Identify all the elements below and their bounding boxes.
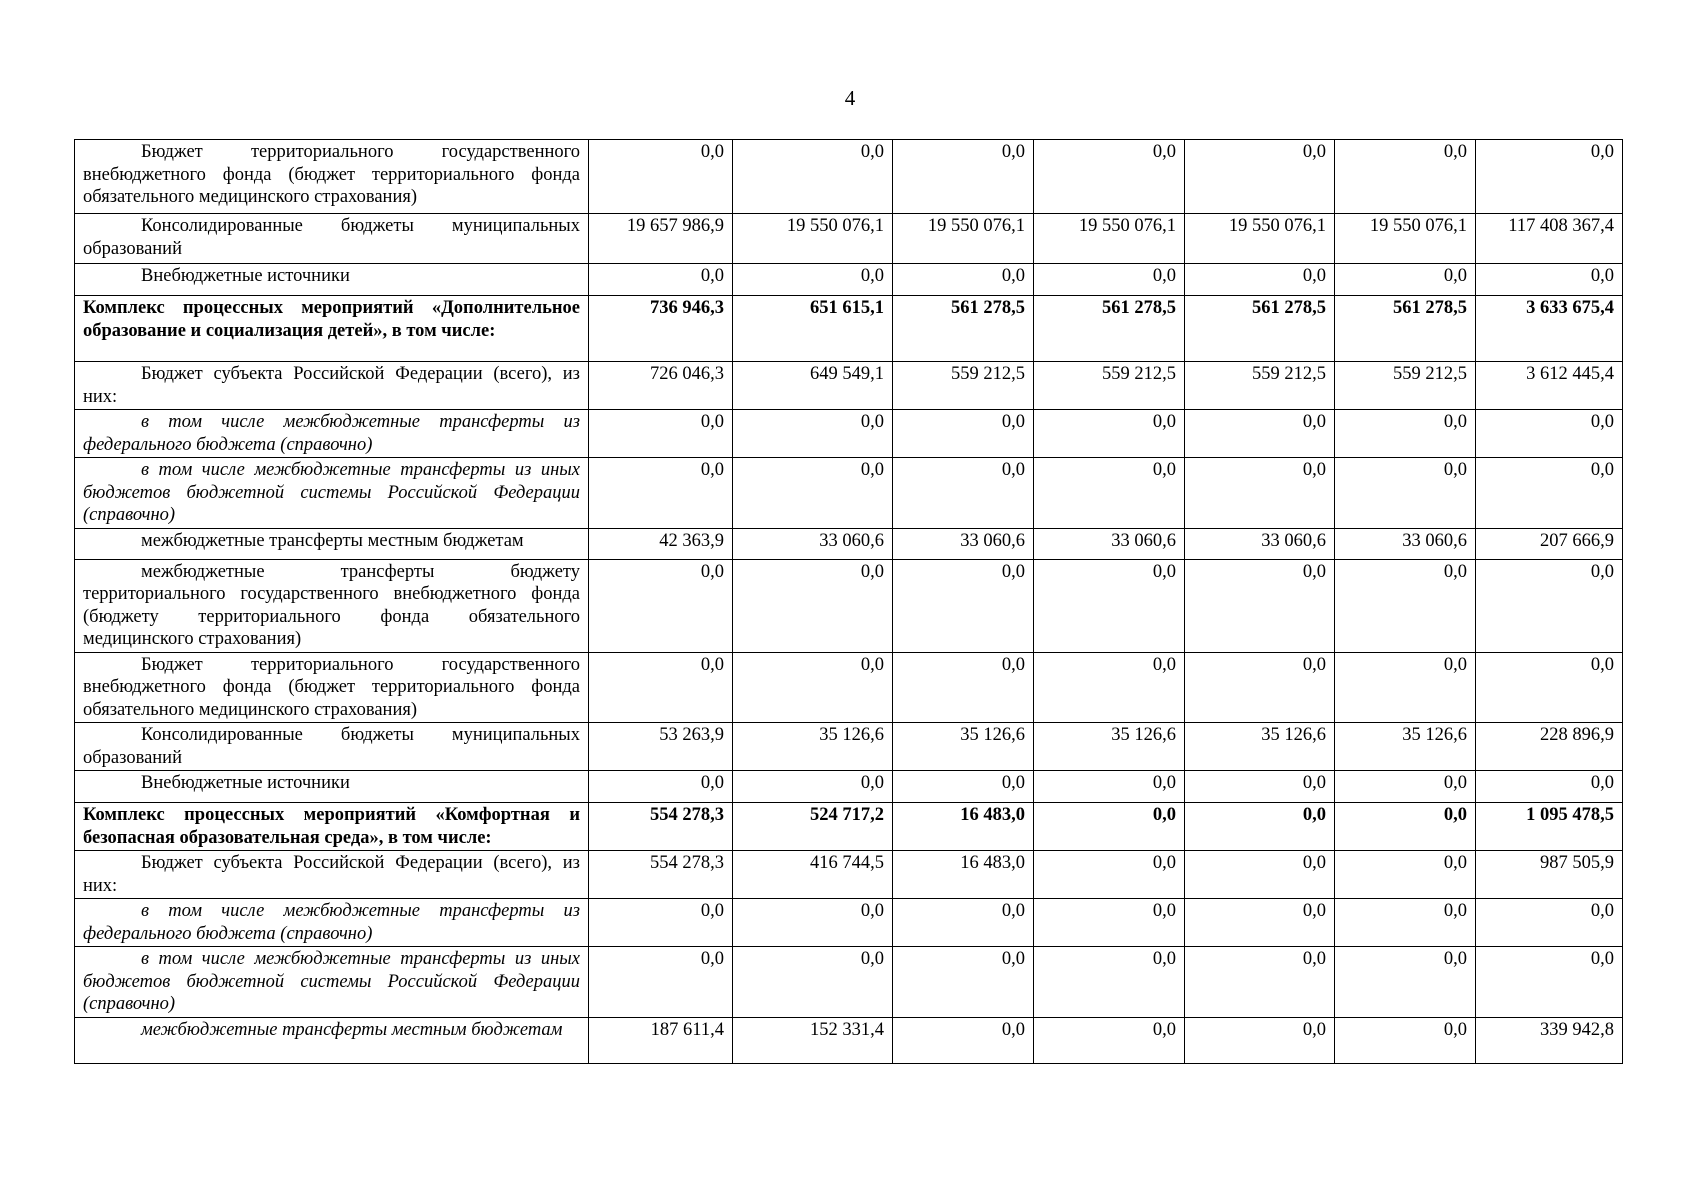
value-cell: 0,0 xyxy=(589,458,733,529)
row-label-cell xyxy=(75,528,589,559)
table-row xyxy=(75,652,1623,723)
value-cell: 554 278,3 xyxy=(589,803,733,851)
value-cell: 0,0 xyxy=(589,771,733,803)
value-cell: 0,0 xyxy=(1335,771,1476,803)
value-cell: 559 212,5 xyxy=(1185,362,1335,410)
value-cell: 187 611,4 xyxy=(589,1017,733,1063)
value-cell: 0,0 xyxy=(733,947,893,1018)
value-cell: 561 278,5 xyxy=(893,296,1034,362)
table-row xyxy=(75,947,1623,1018)
value-cell: 207 666,9 xyxy=(1476,528,1623,559)
value-cell: 0,0 xyxy=(1185,851,1335,899)
value-cell: 0,0 xyxy=(893,559,1034,652)
row-label: Внебюджетные источники xyxy=(141,266,350,286)
row-label: Комплекс процессных мероприятий «Комфортная и безопасная образовательная среда», в том числе: xyxy=(83,805,580,848)
value-cell: 16 483,0 xyxy=(893,803,1034,851)
row-label: Консолидированные бюджеты муниципальных образований xyxy=(83,725,580,768)
table-row xyxy=(75,362,1623,410)
table-row xyxy=(75,803,1623,851)
value-cell: 0,0 xyxy=(1335,803,1476,851)
row-label: в том числе межбюджетные трансферты из иных бюджетов бюджетной системы Российской Федерации (справочно) xyxy=(83,460,580,525)
value-cell: 0,0 xyxy=(1185,140,1335,214)
value-cell: 0,0 xyxy=(893,652,1034,723)
value-cell: 0,0 xyxy=(733,652,893,723)
row-label: Бюджет территориального государственного внебюджетного фонда (бюджет территориального фонда обязательного медицинского страхования) xyxy=(83,142,580,207)
row-label-cell xyxy=(75,851,589,899)
value-cell: 0,0 xyxy=(893,264,1034,296)
value-cell: 42 363,9 xyxy=(589,528,733,559)
value-cell: 561 278,5 xyxy=(1185,296,1335,362)
value-cell: 987 505,9 xyxy=(1476,851,1623,899)
value-cell: 0,0 xyxy=(1335,1017,1476,1063)
value-cell: 0,0 xyxy=(733,264,893,296)
value-cell: 33 060,6 xyxy=(1185,528,1335,559)
value-cell: 0,0 xyxy=(1034,140,1185,214)
value-cell: 19 550 076,1 xyxy=(893,214,1034,264)
value-cell: 0,0 xyxy=(1476,652,1623,723)
value-cell: 0,0 xyxy=(1034,458,1185,529)
value-cell: 0,0 xyxy=(1476,947,1623,1018)
value-cell: 0,0 xyxy=(1335,410,1476,458)
table-row xyxy=(75,140,1623,214)
value-cell: 0,0 xyxy=(1034,899,1185,947)
value-cell: 228 896,9 xyxy=(1476,723,1623,771)
table-row xyxy=(75,851,1623,899)
row-label: Бюджет территориального государственного внебюджетного фонда (бюджет территориального фонда обязательного медицинского страхования) xyxy=(83,654,580,720)
row-label-cell xyxy=(75,410,589,458)
value-cell: 3 633 675,4 xyxy=(1476,296,1623,362)
value-cell: 0,0 xyxy=(733,458,893,529)
value-cell: 554 278,3 xyxy=(589,851,733,899)
value-cell: 0,0 xyxy=(1034,947,1185,1018)
value-cell: 0,0 xyxy=(1034,559,1185,652)
row-label: в том числе межбюджетные трансферты из федерального бюджета (справочно) xyxy=(83,412,580,455)
budget-table-body xyxy=(75,140,1623,1064)
row-label: Комплекс процессных мероприятий «Дополнительное образование и социализация детей», в том числе: xyxy=(83,298,580,341)
table-row xyxy=(75,528,1623,559)
value-cell: 3 612 445,4 xyxy=(1476,362,1623,410)
table-row xyxy=(75,410,1623,458)
value-cell: 0,0 xyxy=(1476,559,1623,652)
value-cell: 0,0 xyxy=(1185,1017,1335,1063)
row-label: Бюджет субъекта Российской Федерации (всего), из них: xyxy=(83,853,580,896)
value-cell: 559 212,5 xyxy=(893,362,1034,410)
value-cell: 559 212,5 xyxy=(1335,362,1476,410)
value-cell: 0,0 xyxy=(1034,851,1185,899)
value-cell: 33 060,6 xyxy=(1335,528,1476,559)
table-row xyxy=(75,723,1623,771)
row-label-cell xyxy=(75,458,589,529)
value-cell: 33 060,6 xyxy=(893,528,1034,559)
value-cell: 339 942,8 xyxy=(1476,1017,1623,1063)
value-cell: 0,0 xyxy=(893,410,1034,458)
row-label-cell xyxy=(75,947,589,1018)
value-cell: 0,0 xyxy=(589,947,733,1018)
value-cell: 0,0 xyxy=(1185,264,1335,296)
value-cell: 0,0 xyxy=(1034,771,1185,803)
value-cell: 561 278,5 xyxy=(1034,296,1185,362)
value-cell: 0,0 xyxy=(1476,899,1623,947)
value-cell: 0,0 xyxy=(589,410,733,458)
value-cell: 0,0 xyxy=(733,410,893,458)
row-label: межбюджетные трансферты местным бюджетам xyxy=(141,530,524,551)
row-label: Внебюджетные источники xyxy=(141,773,350,793)
value-cell: 0,0 xyxy=(1476,140,1623,214)
value-cell: 0,0 xyxy=(1185,458,1335,529)
value-cell: 559 212,5 xyxy=(1034,362,1185,410)
value-cell: 0,0 xyxy=(1335,458,1476,529)
value-cell: 0,0 xyxy=(1185,410,1335,458)
value-cell: 0,0 xyxy=(733,559,893,652)
value-cell: 416 744,5 xyxy=(733,851,893,899)
row-label: межбюджетные трансферты местным бюджетам xyxy=(141,1019,563,1040)
value-cell: 33 060,6 xyxy=(733,528,893,559)
value-cell: 0,0 xyxy=(1034,410,1185,458)
value-cell: 0,0 xyxy=(1335,851,1476,899)
table-row xyxy=(75,771,1623,803)
value-cell: 0,0 xyxy=(589,652,733,723)
table-row xyxy=(75,1017,1623,1063)
value-cell: 726 046,3 xyxy=(589,362,733,410)
row-label: в том числе межбюджетные трансферты из федерального бюджета (справочно) xyxy=(83,901,580,944)
value-cell: 16 483,0 xyxy=(893,851,1034,899)
value-cell: 0,0 xyxy=(1185,559,1335,652)
value-cell: 0,0 xyxy=(1476,264,1623,296)
value-cell: 0,0 xyxy=(1335,264,1476,296)
value-cell: 0,0 xyxy=(893,140,1034,214)
value-cell: 35 126,6 xyxy=(1034,723,1185,771)
value-cell: 0,0 xyxy=(589,264,733,296)
value-cell: 35 126,6 xyxy=(1185,723,1335,771)
table-row xyxy=(75,214,1623,264)
row-label-cell xyxy=(75,652,589,723)
value-cell: 19 550 076,1 xyxy=(733,214,893,264)
value-cell: 0,0 xyxy=(733,140,893,214)
value-cell: 0,0 xyxy=(1335,899,1476,947)
row-label-cell xyxy=(75,140,589,214)
value-cell: 0,0 xyxy=(1335,140,1476,214)
value-cell: 0,0 xyxy=(589,559,733,652)
value-cell: 19 657 986,9 xyxy=(589,214,733,264)
value-cell: 0,0 xyxy=(589,140,733,214)
row-label-cell xyxy=(75,559,589,652)
row-label: в том числе межбюджетные трансферты из иных бюджетов бюджетной системы Российской Федерации (справочно) xyxy=(83,949,580,1014)
value-cell: 53 263,9 xyxy=(589,723,733,771)
row-label: Бюджет субъекта Российской Федерации (всего), из них: xyxy=(83,364,580,407)
table-row xyxy=(75,264,1623,296)
value-cell: 0,0 xyxy=(1034,1017,1185,1063)
value-cell: 0,0 xyxy=(1476,410,1623,458)
row-label-cell xyxy=(75,723,589,771)
value-cell: 0,0 xyxy=(893,899,1034,947)
value-cell: 0,0 xyxy=(1034,803,1185,851)
budget-table xyxy=(74,139,1623,1064)
row-label-cell xyxy=(75,1017,589,1063)
value-cell: 35 126,6 xyxy=(893,723,1034,771)
value-cell: 0,0 xyxy=(1476,771,1623,803)
value-cell: 0,0 xyxy=(1476,458,1623,529)
value-cell: 0,0 xyxy=(893,771,1034,803)
value-cell: 35 126,6 xyxy=(733,723,893,771)
page-number: 4 xyxy=(844,86,856,110)
value-cell: 651 615,1 xyxy=(733,296,893,362)
value-cell: 117 408 367,4 xyxy=(1476,214,1623,264)
value-cell: 19 550 076,1 xyxy=(1034,214,1185,264)
value-cell: 0,0 xyxy=(1185,771,1335,803)
value-cell: 0,0 xyxy=(1185,803,1335,851)
value-cell: 0,0 xyxy=(893,458,1034,529)
value-cell: 0,0 xyxy=(733,899,893,947)
value-cell: 0,0 xyxy=(733,771,893,803)
value-cell: 0,0 xyxy=(893,1017,1034,1063)
value-cell: 0,0 xyxy=(1034,264,1185,296)
value-cell: 0,0 xyxy=(589,899,733,947)
row-label: Консолидированные бюджеты муниципальных образований xyxy=(83,216,580,259)
value-cell: 19 550 076,1 xyxy=(1335,214,1476,264)
value-cell: 35 126,6 xyxy=(1335,723,1476,771)
row-label-cell xyxy=(75,296,589,362)
value-cell: 0,0 xyxy=(893,947,1034,1018)
value-cell: 0,0 xyxy=(1335,652,1476,723)
row-label-cell xyxy=(75,362,589,410)
table-row xyxy=(75,899,1623,947)
row-label: межбюджетные трансферты бюджету территориального государственного внебюджетного фонда (бюджету территориального фонда обязательного медицинского страхования) xyxy=(83,561,580,649)
value-cell: 649 549,1 xyxy=(733,362,893,410)
value-cell: 33 060,6 xyxy=(1034,528,1185,559)
table-row xyxy=(75,296,1623,362)
value-cell: 0,0 xyxy=(1185,899,1335,947)
value-cell: 0,0 xyxy=(1335,559,1476,652)
row-label-cell xyxy=(75,264,589,296)
value-cell: 561 278,5 xyxy=(1335,296,1476,362)
row-label-cell xyxy=(75,803,589,851)
value-cell: 19 550 076,1 xyxy=(1185,214,1335,264)
value-cell: 736 946,3 xyxy=(589,296,733,362)
table-row xyxy=(75,559,1623,652)
value-cell: 0,0 xyxy=(1335,947,1476,1018)
value-cell: 0,0 xyxy=(1185,652,1335,723)
value-cell: 524 717,2 xyxy=(733,803,893,851)
value-cell: 152 331,4 xyxy=(733,1017,893,1063)
row-label-cell xyxy=(75,214,589,264)
value-cell: 0,0 xyxy=(1034,652,1185,723)
value-cell: 1 095 478,5 xyxy=(1476,803,1623,851)
row-label-cell xyxy=(75,771,589,803)
value-cell: 0,0 xyxy=(1185,947,1335,1018)
row-label-cell xyxy=(75,899,589,947)
table-row xyxy=(75,458,1623,529)
